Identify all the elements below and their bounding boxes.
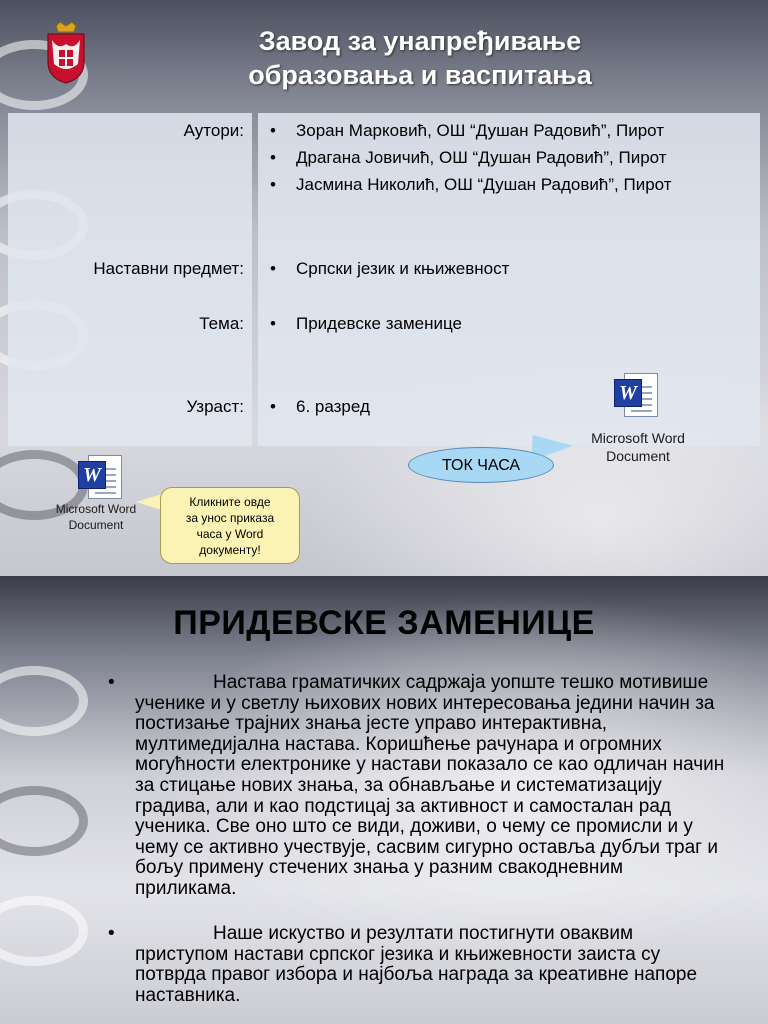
- binder-ring-decoration: [0, 786, 88, 856]
- paragraph-1-text: Настава граматичких садржаја уопште тешко мотивише ученике и у светлу њихових нових интересовања једини начин за постизање трајних знања јесте управо интерактивна, мултимедијална настава. Коришћење рачунара и огромних могућности електронике у настави показало се као одличан начин за стицање нових знања, за обнављање и систематизацију градива, али и као подстицај за активност и самосталан рад ученика. Све оно што се види, доживи, о чему се промисли и у чему се активно учествује, сасвим сигурно оставља дубљи траг и бољу примену стечених знања у разним свакодневним приликама.: [135, 672, 725, 899]
- topic-value: [270, 314, 462, 334]
- paragraph-1: [108, 673, 728, 900]
- author-name: Јасмина Николић, ОШ “Душан Радовић”, Пирот: [296, 175, 672, 194]
- subject-label: Наставни предмет:: [93, 259, 244, 278]
- bullet: •: [270, 397, 276, 416]
- coat-of-arms-icon: [44, 22, 88, 84]
- subject-text: Српски језик и књижевност: [296, 259, 510, 278]
- topic-text: Придевске заменице: [296, 314, 462, 333]
- bullet: •: [270, 175, 276, 194]
- topic-label: Тема:: [199, 314, 244, 333]
- author-name: Драгана Јовичић, ОШ “Душан Радовић”, Пирот: [296, 148, 667, 167]
- bullet: •: [108, 923, 115, 944]
- lesson-flow-callout[interactable]: ТОК ЧАСА: [408, 447, 554, 483]
- slide-title: ПРИДЕВСКЕ ЗАМЕНИЦЕ: [173, 604, 595, 642]
- age-text: 6. разред: [296, 397, 370, 416]
- institute-title-line-2: образовања и васпитања: [248, 60, 592, 90]
- subject-value: [270, 259, 509, 279]
- paragraph-2: [108, 924, 728, 1006]
- word-document-caption[interactable]: Microsoft Word Document: [591, 430, 685, 464]
- binder-ring-decoration: [0, 896, 88, 966]
- bullet: •: [270, 259, 276, 278]
- author-item: [270, 148, 667, 168]
- author-name: Зоран Марковић, ОШ “Душан Радовић”, Пирот: [296, 121, 665, 140]
- author-item: [270, 121, 664, 141]
- institute-title-line-1: Завод за унапређивање: [258, 26, 582, 56]
- bullet: •: [108, 672, 115, 693]
- hint-callout-tail: [136, 494, 162, 510]
- binder-ring-decoration: [0, 666, 88, 736]
- institute-title: [120, 24, 720, 92]
- word-document-icon[interactable]: W: [78, 455, 124, 501]
- slide-2: [0, 576, 768, 1024]
- bullet: •: [270, 121, 276, 140]
- age-label: Узраст:: [186, 397, 244, 416]
- bullet: •: [270, 314, 276, 333]
- age-value: [270, 397, 370, 417]
- authors-label: Аутори:: [183, 121, 244, 140]
- hint-callout: Кликните овде за унос приказа часа у Word документу!: [160, 487, 300, 564]
- word-document-icon[interactable]: W: [614, 373, 660, 419]
- author-item: [270, 175, 672, 195]
- bullet: •: [270, 148, 276, 167]
- paragraph-2-text: Наше искуство и резултати постигнути оваквим приступом настави српског језика и књижевности заиста су потврда правог избора и најбоља награда за креативне напоре наставника.: [135, 923, 698, 1006]
- word-document-caption[interactable]: Microsoft Word Document: [55, 502, 137, 532]
